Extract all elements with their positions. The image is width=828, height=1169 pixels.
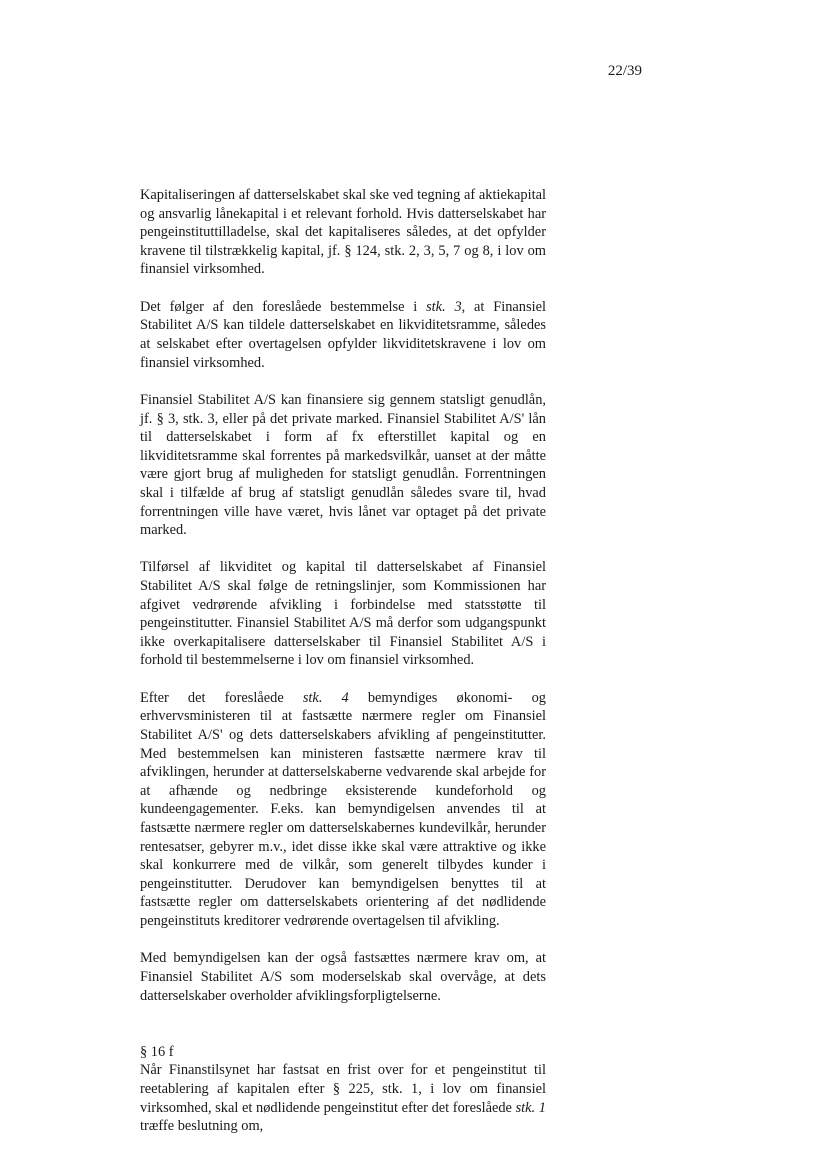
paragraph-financing: Finansiel Stabilitet A/S kan finansiere sig gennem statsligt genudlån, jf. § 3, stk. 3, eller på det private marked. Finansiel Stabilitet A/S' lån til datterselskabet i form af fx efterstillet kapital og en likviditetsramme skal forrentes på markedsvilkår, uanset at der måtte være gjort brug af muligheden for statsligt genudlån. Forrentningen skal i tilfælde af brug af statsligt genudlån således svare til, hvad forrentningen ville have været, hvis lånet var optaget på det private marked. [140,391,546,539]
paragraph-authorisation: Efter det foreslåede stk. 4 bemyndiges økonomi- og erhvervsministeren til at fastsætte nærmere regler om Finansiel Stabilitet A/S' og dets datterselskabers afvikling af pengeinstitutter. Med bestemmelsen kan ministeren fastsætte nærmere krav til afviklingen, herunder at datterselskaberne vedvarende skal arbejde for at afhænde og nedbringe eksisterende kundeforhold og kundeengagementer. F.eks. kan bemyndigelsen anvendes til at fastsætte nærmere regler om datterselskabernes kundevilkår, herunder rentesatser, gebyrer m.v., idet disse ikke skal være attraktive og ikke skal konkurrere med de vilkår, som generelt tilbydes kunder i pengeinstitutter. Derudover kan bemyndigelsen benyttes til at fastsætte regler om datterselskabets orientering af det nødlidende pengeinstituts kreditorer vedrørende overtagelsen til afvikling. [140,689,546,929]
section-heading: § 16 f [140,1043,174,1060]
section-paragraph: Når Finanstilsynet har fastsat en frist over for et pengeinstitut til reetablering af kapitalen efter § 225, stk. 1, i lov om finansiel virksomhed, skal et nødlidende pengeinstitut efter det foreslåede stk. 1 træffe beslutning om, [140,1062,546,1135]
paragraph-reference: stk. 1 [515,1099,546,1116]
paragraph-reference: stk. 3 [426,298,462,315]
paragraph-monitoring: Med bemyndigelsen kan der også fastsættes nærmere krav om, at Finansiel Stabilitet A/S som moderselskab skal overvåge, at dets datterselskaber overholder afviklingsforpligtelserne. [140,950,546,1004]
paragraph-guidelines: Tilførsel af likviditet og kapital til datterselskabet af Finansiel Stabilitet A/S skal følge de retningslinjer, som Kommissionen har afgivet vedrørende afvikling i forbindelse med statsstøtte til pengeinstitutter. Finansiel Stabilitet A/S må derfor som udgangspunkt ikke overkapitalisere datterselskaber til Finansiel Stabilitet A/S i forhold til bestemmelserne i lov om finansiel virksomhed. [140,559,546,669]
paragraph-capitalisation: Kapitaliseringen af datterselskabet skal ske ved tegning af aktiekapital og ansvarlig lånekapital i et relevant forhold. Hvis datterselskabet har pengeinstituttilladelse, skal det kapitaliseres således, at det opfylder kravene til tilstrækkelig kapital, jf. § 124, stk. 2, 3, 5, 7 og 8, i lov om finansiel virksomhed. [140,187,546,278]
paragraph-liquidity-framework: Det følger af den foreslåede bestemmelse i stk. 3, at Finansiel Stabilitet A/S kan tildele datterselskabet en likviditetsramme, således at selskabet efter overtagelsen opfylder likviditetskravene i lov om finansiel virksomhed. [140,298,546,371]
paragraph-reference: stk. 4 [302,689,349,706]
document-body [140,186,546,1136]
page-number: 22/39 [607,63,642,79]
